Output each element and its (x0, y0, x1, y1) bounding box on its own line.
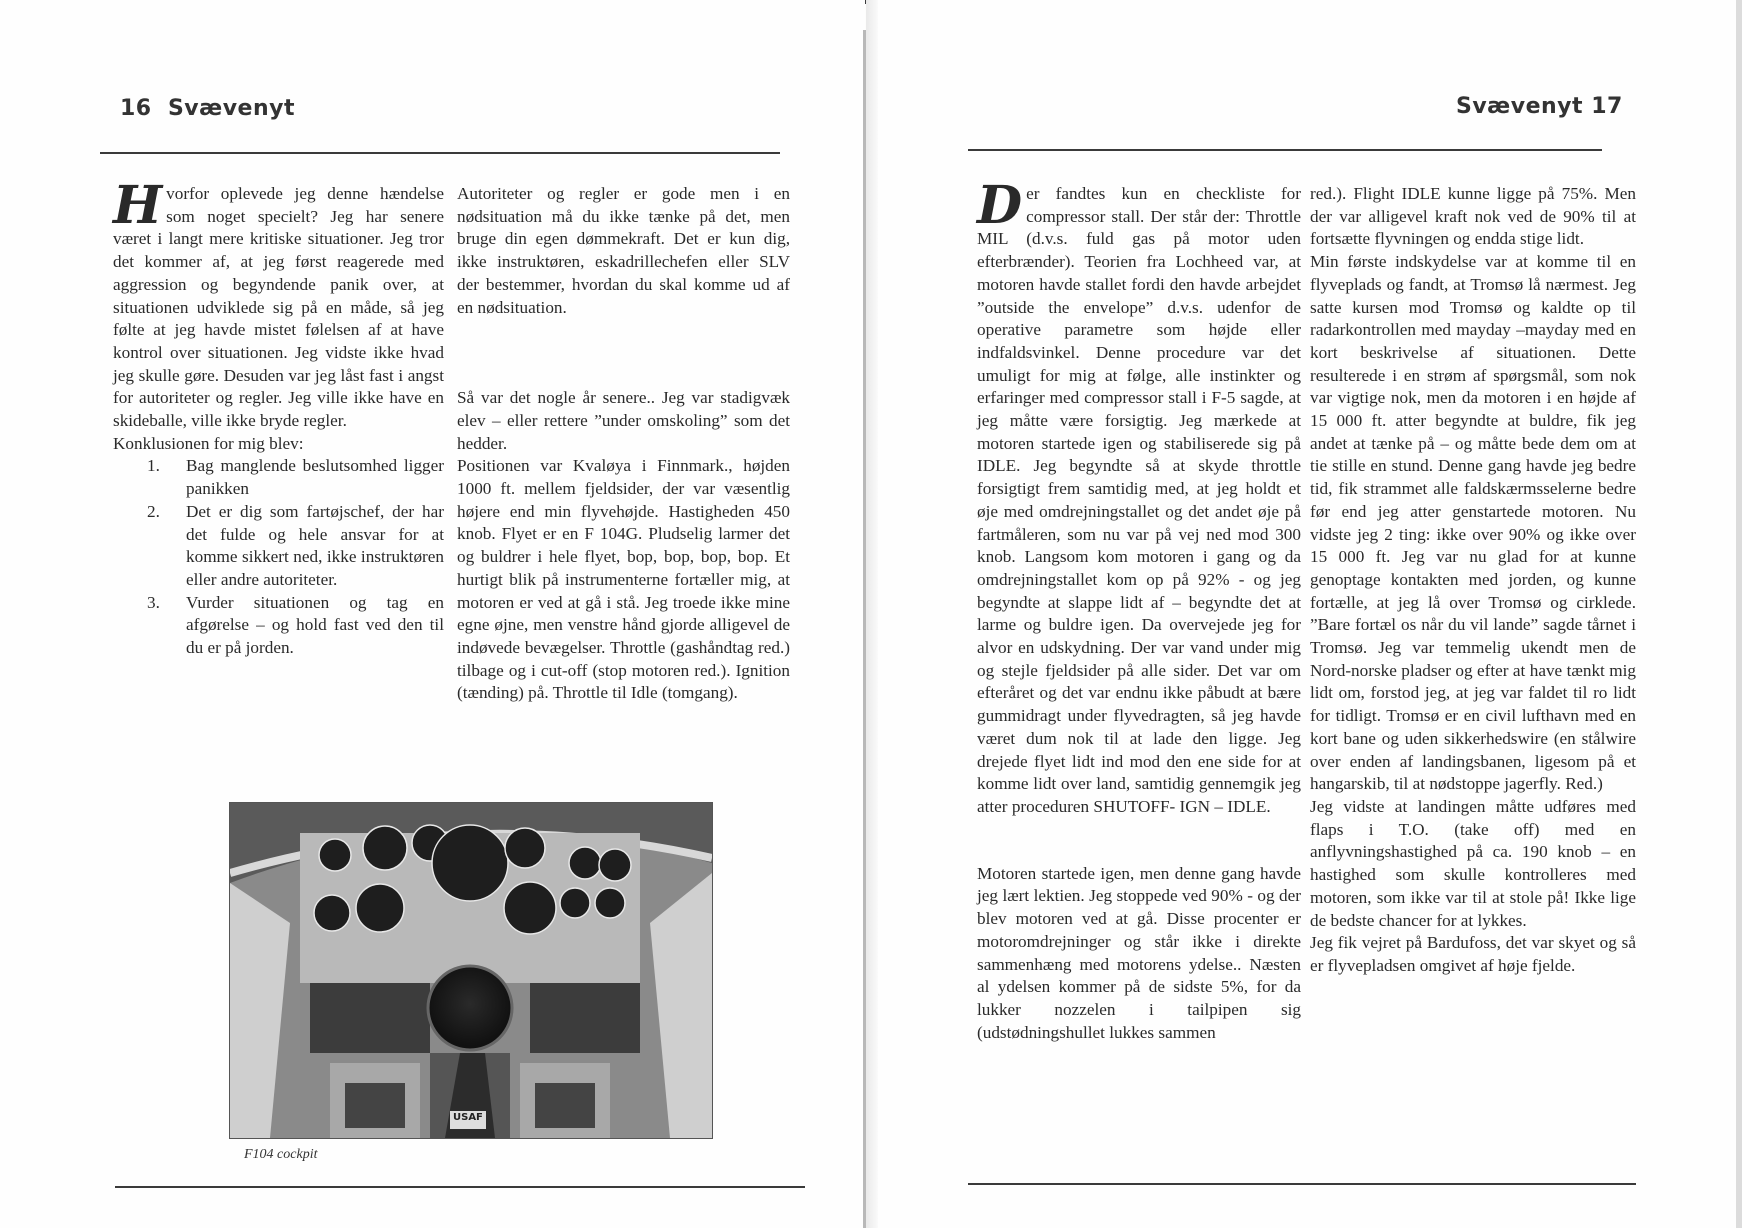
dropcap: D (977, 175, 1023, 236)
left-page-column-2 (457, 183, 790, 705)
conclusion-list (113, 455, 444, 659)
paragraph: Positionen var Kvaløya i Finnmark., højden 1000 ft. mellem fjeldsider, der var væsentlig højere end min flyvehøjde. Hastigheden 450 knob. Flyet er en F 104G. Pludselig larmer det og buldrer i hele flyet, bop, bop, bop, bop. Et hurtigt blik på instrumenterne fortæller mig, at motoren er ved at gå i stå. Jeg troede ikke mine egne øjne, men venstre hånd gjorde alligevel de indøvede bevægelser. Throttle (gashåndtag red.) tilbage og i cut-off (stop motoren red.). Ignition (tænding) på. Throttle til Idle (tomgang). (457, 456, 790, 703)
paragraph: red.). Flight IDLE kunne ligge på 75%. Men der var alligevel kraft nok ved de 90% til at fortsætte flyvningen og endda stige lidt. (1310, 184, 1636, 249)
paragraph: Motoren startede igen, men denne gang havde jeg lært lektien. Jeg stoppede ved 90% - og der blev motoren ved at gå. Disse procenter er motoromdrejninger og står ikke i direkte sammenhæng med motorens ydelse.. Næsten al ydelsen kommer på de sidste 5%, for da lukker nozzelen i tailpipen sig (udstødningshullet lukkes sammen (977, 863, 1301, 1042)
page-gutter-shadow (866, 0, 878, 1228)
right-page-column-1 (977, 175, 1301, 1044)
paragraph: Så var det nogle år senere.. Jeg var stadigvæk elev – eller rettere ”under omskoling” som det hedder. (457, 388, 790, 453)
scan-right-edge (1736, 0, 1742, 1228)
photo-caption: F104 cockpit (244, 1147, 318, 1162)
paragraph: Jeg fik vejret på Bardufoss, det var skyet og så er flyvepladsen omgivet af høje fjelde. (1310, 933, 1636, 975)
intro-paragraph: Hvorfor oplevede jeg denne hændelse som noget specielt? Jeg har senere været i langt mere kritiske situationer. Jeg tror det kommer af, at jeg først reagerede med aggression og begyndende panik over, at situationen udviklede sig på en måde, så jeg følte at jeg havde mistet følelsen af at have kontrol over situationen. Jeg vidste ikke hvad jeg skulle gøre. Desuden var jeg låst fast i angst for autoriteter og regler. Jeg ville ikke have en skideballe, ville ikke bryde regler. (113, 175, 444, 431)
magazine-title: Svævenyt (1456, 94, 1584, 119)
cockpit-image (230, 803, 712, 1138)
paragraph: Jeg vidste at landingen måtte udføres med flaps i T.O. (take off) med en anflyvningshastighed på ca. 190 knob – en hastighed som skulle kontrolleres med motoren, som ikke var til at stole på! Ikke lige de bedste chancer for at lykkes. (1310, 796, 1636, 930)
dropcap: H (113, 175, 163, 236)
conclusion-item: 2. Det er dig som fartøjschef, der har det fulde og hele ansvar for at komme sikkert ned, ikke instruktøren eller andre autoriteter. (147, 501, 444, 589)
page-number: 17 (1591, 94, 1623, 119)
conclusion-item: 3. Vurder situationen og tag en afgørelse – og hold fast ved den til du er på jorden. (147, 592, 444, 658)
header-rule (100, 152, 780, 154)
footer-rule (968, 1183, 1636, 1185)
magazine-title: Svævenyt (167, 96, 295, 121)
paragraph: Min første indskydelse var at komme til en flyveplads og fandt, at Tromsø lå nærmest. Jeg satte kursen mod Tromsø og kaldte op til radarkontrollen med mayday –mayday med en kort beskrivelse af situationen. Dette resulterede i en strøm af spørgsmål, som nok var vigtige nok, men da motoren i en højde af 15 000 ft. atter begyndte at buldre, fik jeg andet at tænke på – og måtte bede dem om at tie stille en stund. Denne gang havde jeg bedre tid, fik strammet alle faldskærmsselerne bedre før end jeg atter genstartede motoren. Nu vidste jeg 2 ting: ikke over 90% og ikke over 15 000 ft. Jeg var nu glad for at kunne genoptage kontakten med jorden, og kunne fortælle, at jeg lå over Tromsø og cirklede. ”Bare fortæl os når du vil lande” sagde tårnet i Tromsø. Jeg var temmelig ukendt men de Nord-norske pladser og efter at have tænkt mig lidt om, forstod jeg, at jeg var faldet til ro lidt for tidligt. Tromsø er en civil lufthavn med en kort bane og uden sikkerhedswire (en stålwire over enden af landingsbanen, ligesom på et hangarskib, til at nødstoppe jagerfly. Red.) (1310, 252, 1636, 794)
left-page-column-1 (113, 175, 444, 660)
cockpit-photo (229, 802, 713, 1139)
conclusion-item: 1. Bag manglende beslutsomhed ligger panikken (147, 456, 444, 499)
footer-rule (115, 1186, 805, 1188)
running-head-left (120, 96, 295, 121)
right-page-column-2 (1310, 183, 1636, 978)
photo-label: USAF (453, 1112, 483, 1123)
page-number: 16 (120, 96, 152, 121)
header-rule (968, 149, 1602, 151)
paragraph: Der fandtes kun en checkliste for compressor stall. Der står der: Throttle MIL (d.v.s. fuld gas på motor uden efterbrænder). Teorien fra Lochheed var, at motoren havde stallet fordi den havde arbejdet ”outside the envelope” d.v.s. udenfor de operative parametre som højde eller indfaldsvinkel. Denne procedure var det umuligt for mig at følge, alle instinkter og erfaringer med compressor stall i F-5 sagde, at jeg måtte være forsigtig. Jeg mærkede at motoren startede igen og stabiliserede sig på IDLE. Jeg begyndte så at skyde throttle forsigtigt frem samtidig med, at jeg holdt et øje med omdrejningstallet og det andet øje på fartmåleren, som nu var på vej ned mod 300 knob. Langsom kom motoren i gang og da omdrejningstallet kom op på 92% - og jeg begyndte at slappe lidt af – begyndte det at larme og buldre igen. Da overvejede jeg for alvor en udskydning. Der var vand under mig og stejle fjeldsider på alle sider. Det var om efteråret og det var endnu ikke påbudt at bære gummidragt under flyvedragten, så jeg havde været dum nok til at lade den ligge. Jeg drejede flyet lidt ind mod den ene side for at komme lidt over land, samtidig gennemgik jeg atter proceduren SHUTOFF- IGN – IDLE. (977, 175, 1301, 816)
running-head-right (1456, 94, 1623, 119)
conclusion-heading: Konklusionen for mig blev: (113, 433, 304, 453)
paragraph: Autoriteter og regler er gode men i en nødsituation må du ikke tænke på det, men bruge din egen dømmekraft. Det er kun dig, ikke instruktøren, eskadrillechefen eller SLV der bestemmer, hvordan du skal komme ud af en nødsituation. (457, 184, 790, 317)
